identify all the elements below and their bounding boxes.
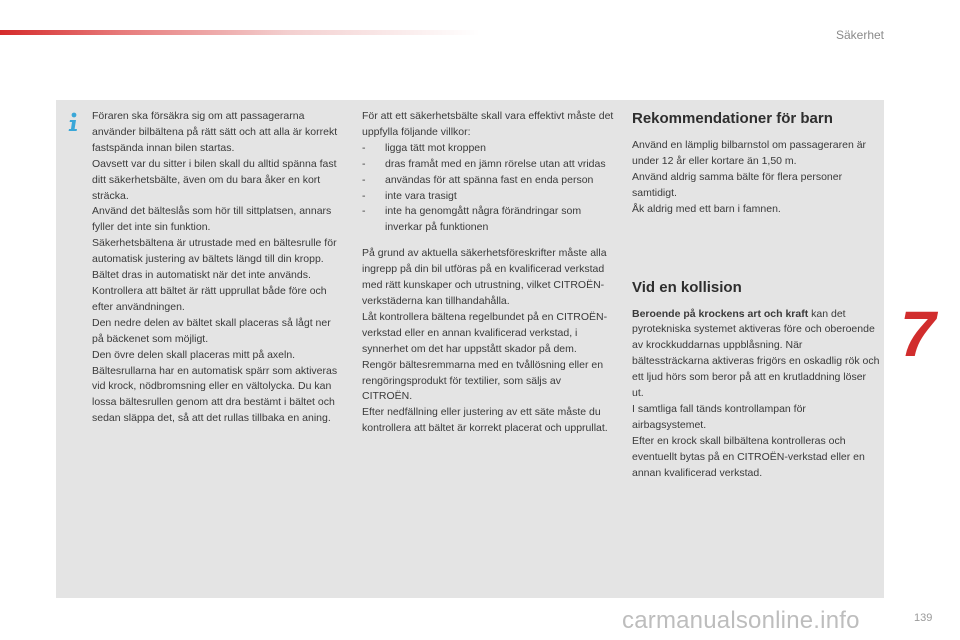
column-middle — [362, 109, 614, 437]
heading-collision: Vid en kollision — [632, 278, 742, 296]
page-number: 139 — [914, 612, 933, 624]
section-title: Säkerhet — [835, 28, 884, 42]
maintenance-text: På grund av aktuella säkerhetsföreskrifter måste alla ingrepp på din bil utföras på en kvalificerad verkstad med rätt kunskaper och utrustning, vilket CITROËN-verkstäderna kan tillhandahålla. Låt kontrollera bältena regelbundet på en CITROËN-verkstad eller en annan kvalificerad verkstad, i synnerhet om det har uppstått skador på dem. Rengör bältesremmarna med en tvållösning eller en rengöringsprodukt för textilier, som säljs av CITROËN. Efter nedfällning eller justering av ett säte måste du kontrollera att bältet är korrekt placerat och upprullat. — [362, 247, 608, 435]
watermark: carmanualsonline.info — [622, 607, 860, 634]
chapter-number: 7 — [900, 298, 936, 370]
heading-children: Rekommendationer för barn — [632, 110, 833, 127]
list-item: - inte ha genomgått några förändringar som inverkar på funktionen — [362, 205, 582, 234]
info-icon — [66, 112, 80, 132]
list-item: - användas för att spänna fast en enda person — [362, 173, 594, 186]
list-item: - inte vara trasigt — [362, 189, 457, 202]
list-item: - dras framåt med en jämn rörelse utan att vridas — [362, 157, 606, 170]
children-text: Använd en lämplig bilbarnstol om passageraren är under 12 år eller kortare än 1,50 m. Använd aldrig samma bälte för flera personer samtidigt. Åk aldrig med ett barn i famnen. — [632, 139, 867, 215]
column-left — [92, 109, 342, 427]
list-item: - ligga tätt mot kroppen — [362, 141, 486, 154]
conditions-intro: För att ett säkerhetsbälte skall vara effektivt måste det uppfylla följande villkor: — [362, 110, 614, 138]
header-accent-bar — [0, 30, 480, 35]
collision-body: kan det pyrotekniska systemet aktiveras före och oberoende av krockkuddarnas uppblåsning. När bältessträckarna aktiveras frigörs en oskadlig rök och ett ljud hörs som beror på att en krutladdning löser ut. I samtliga fall tänds kontrollampan för airbagsystemet. Efter en krock skall bilbältena kontrolleras och eventuellt bytas på en CITROËN-verkstad eller en annan kvalificerad verkstad. — [632, 307, 880, 479]
column-right — [632, 109, 880, 482]
collision-lead: Beroende på krockens art och kraft — [632, 307, 809, 320]
conditions-list — [362, 141, 614, 236]
collision-text — [632, 307, 880, 482]
seatbelt-info-text: Föraren ska försäkra sig om att passagerarna använder bilbältena på rätt sätt och att alla är korrekt fastspända innan bilen startas. Oavsett var du sitter i bilen skall du alltid spänna fast ditt säkerhetsbälte, även om du bara åker en kort sträcka. Använd det bälteslås som hör till sittplatsen, annars fyller det inte sin funktion. Säkerhetsbältena är utrustade med en bältesrulle för automatisk justering av bältets längd till din kropp. Bältet dras in automatiskt när det inte används. Kontrollera att bältet är rätt upprullat både före och efter användningen. Den nedre delen av bältet skall placeras så lågt ner på bäckenet som möjligt. Den övre delen skall placeras mitt på axeln. Bältesrullarna har en automatisk spärr som aktiveras vid krock, nödbromsning eller en vältolycka. Du kan lossa bältesrullen genom att dra bestämt i bältet och sedan släppa det, så att det rullas tillbaka en aning. — [92, 110, 338, 425]
